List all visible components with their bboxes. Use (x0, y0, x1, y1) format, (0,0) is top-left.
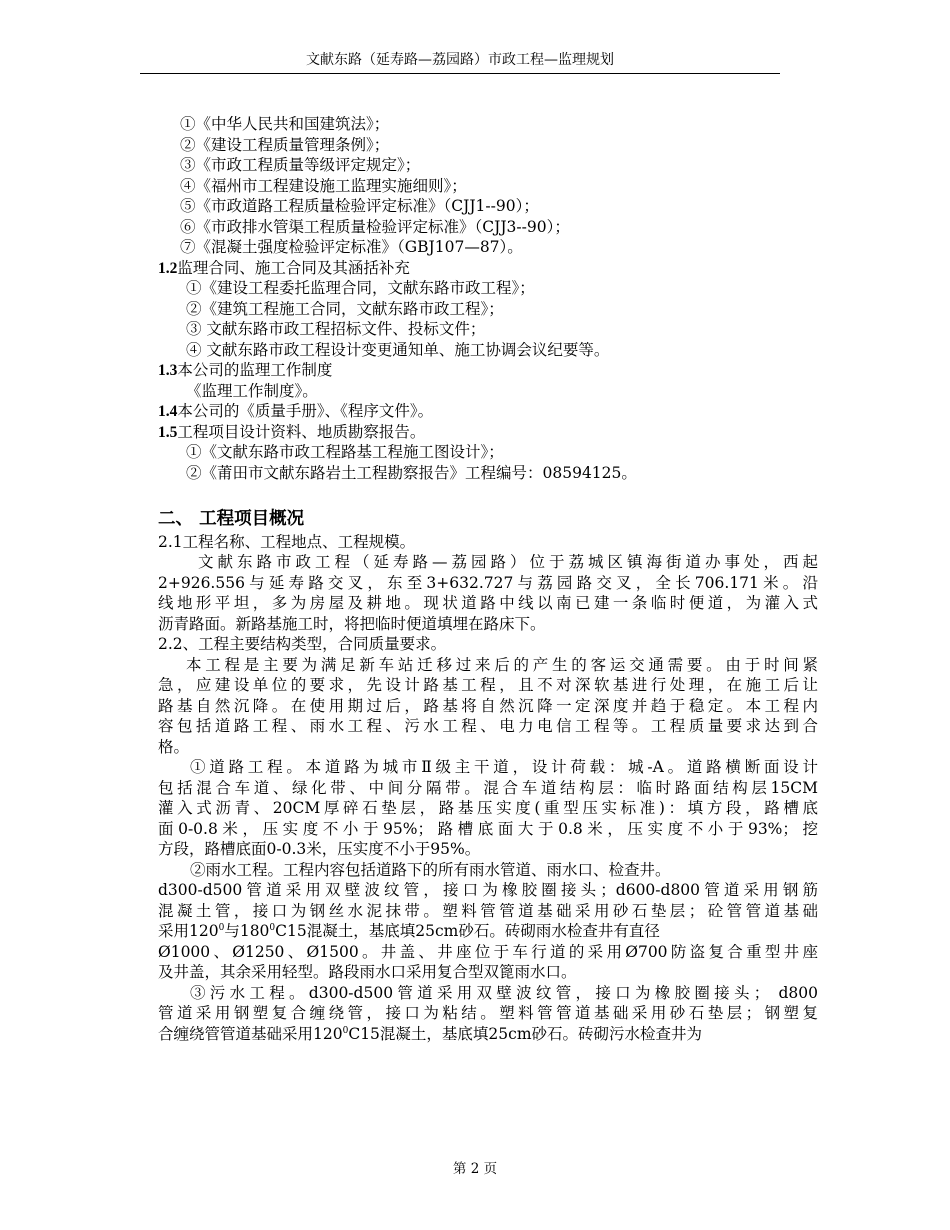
paragraph-line: 沥青路面。新路基施工时，将把临时便道填埋在路床下。 (158, 614, 546, 633)
paragraph-line: 本工程是主要为满足新车站迁移过来后的产生的客运交通需要。由于时间紧 (186, 655, 818, 674)
section-number: 1.4 (158, 403, 178, 420)
header-title: 文献东路（延寿路—荔园路）市政工程—监理规划 (306, 52, 614, 68)
paragraph-line: 及井盖，其余采用轻型。路段雨水口采用复合型双篦雨水口。 (158, 963, 577, 981)
paragraph-line: 容包括道路工程、雨水工程、污水工程、电力电信工程等。工程质量要求达到合 (158, 717, 818, 735)
reference-item: ①《中华人民共和国建筑法》； (180, 115, 390, 133)
page-number: 第 2 页 (452, 1161, 498, 1177)
document-body (158, 114, 818, 1044)
paragraph-line: Ø1000、Ø1250、Ø1500。井盖、井座位于车行道的采用Ø700防盗复合重型井座 (158, 942, 818, 961)
section-title: 监理合同、施工合同及其涵括补充 (177, 258, 410, 277)
paragraph-line (158, 921, 818, 942)
section-number: 1.3 (158, 362, 178, 379)
section-heading-1-2 (158, 258, 818, 279)
text-run: 与180 (224, 922, 270, 940)
subsection-heading-2-1: 2.1工程名称、工程地点、工程规模。 (158, 532, 416, 551)
paragraph-line: 格。 (158, 737, 190, 756)
paragraph-line: 管道采用钢塑复合缠绕管，接口为粘结。塑料管管道基础采用砂石垫层；钢塑复 (158, 1004, 818, 1022)
section-title: 工程项目设计资料、地质勘察报告。 (177, 422, 426, 441)
section-2-title: 二、 工程项目概况 (158, 509, 305, 529)
paragraph-line: 2+926.556与延寿路交叉，东至3+632.727与荔园路交叉，全长706.171米。沿 (158, 573, 818, 592)
section-title: 本公司的监理工作制度 (177, 361, 333, 379)
degree-sup: 0 (342, 1025, 349, 1036)
reference-item: ⑤《市政道路工程质量检验评定标准》（CJJ1--90）； (180, 197, 539, 215)
reference-item: ③《市政工程质量等级评定规定》； (180, 156, 421, 174)
text-run: C15混凝土，基底填25cm砂石。砖砌污水检查井为 (348, 1024, 703, 1043)
paragraph-line: ②雨水工程。工程内容包括道路下的所有雨水管道、雨水口、检查井。 (190, 860, 671, 879)
page-footer (0, 1157, 950, 1177)
paragraph-line: 混凝土管，接口为钢丝水泥抹带。塑料管管道基础采用砂石垫层；砼管管道基础 (158, 901, 818, 920)
text-run: 合缠绕管管道基础采用120 (158, 1024, 343, 1043)
contract-item: ③ 文献东路市政工程招标文件、投标文件； (186, 320, 486, 338)
degree-sup: 0 (218, 922, 225, 933)
paragraph-line: 路基自然沉降。在使用期过后，路基将自然沉降一定深度并趋于稳定。本工程内 (158, 696, 818, 715)
paragraph-line: 灌入式沥青、20CM厚碎石垫层，路基压实度(重型压实标准)：填方段，路槽底 (158, 799, 818, 817)
text-run: C15混凝土，基底填25cm砂石。砖砌雨水检查井有直径 (275, 922, 660, 940)
section-heading-1-4 (158, 401, 818, 422)
section-number: 1.2 (158, 259, 178, 277)
section-number: 1.5 (158, 423, 178, 441)
paragraph-line: 面0-0.8米，压实度不小于95%；路槽底面大于0.8米，压实度不小于93%；挖 (158, 819, 818, 838)
contract-item: ②《建筑工程施工合同，文献东路市政工程》； (186, 299, 504, 318)
design-item: ①《文献东路市政工程路基工程施工图设计》； (186, 443, 504, 461)
paragraph-line (158, 1024, 818, 1045)
text-run: 采用120 (158, 922, 219, 940)
paragraph-line: 包括混合车道、绿化带、中间分隔带。混合车道结构层：临时路面结构层15CM (158, 778, 818, 797)
contract-item: ④ 文献东路市政工程设计变更通知单、施工协调会议纪要等。 (186, 340, 610, 359)
reference-item: ④《福州市工程建设施工监理实施细则》； (180, 176, 467, 195)
section-heading-1-5 (158, 422, 818, 443)
paragraph-line: 线地形平坦，多为房屋及耕地。现状道路中线以南已建一条临时便道，为灌入式 (158, 594, 818, 612)
section-title: 本公司的《质量手册》、《程序文件》。 (177, 402, 434, 420)
system-item: 《监理工作制度》。 (186, 381, 318, 400)
paragraph-line: 急，应建设单位的要求，先设计路基工程，且不对深软基进行处理，在施工后让 (158, 676, 818, 694)
design-item: ②《莆田市文献东路岩土工程勘察报告》工程编号：08594125。 (186, 463, 637, 482)
reference-item: ⑦《混凝土强度检验评定标准》（GBJ107—87）。 (180, 238, 523, 256)
paragraph-line: ③污水工程。d300-d500管道采用双壁波纹管，接口为橡胶圈接头； d800 (190, 983, 818, 1002)
section-heading-1-3 (158, 360, 818, 381)
subsection-heading-2-2: 2.2、工程主要结构类型，合同质量要求。 (158, 635, 447, 653)
degree-sup: 0 (269, 922, 276, 933)
page-header (140, 51, 780, 74)
paragraph-line: 方段，路槽底面0-0.3米，压实度不小于95%。 (158, 840, 481, 858)
paragraph-line: d300-d500管道采用双壁波纹管，接口为橡胶圈接头；d600-d800管道采用钢筋 (158, 881, 818, 899)
contract-item: ①《建设工程委托监理合同，文献东路市政工程》； (186, 279, 535, 297)
reference-item: ②《建设工程质量管理条例》； (180, 135, 390, 154)
paragraph-line: 文献东路市政工程（延寿路—荔园路）位于荔城区镇海街道办事处，西起 (198, 553, 818, 571)
reference-item: ⑥《市政排水管渠工程质量检验评定标准》（CJJ3--90）； (180, 217, 570, 236)
paragraph-line: ①道路工程。本道路为城市Ⅱ级主干道，设计荷载：城-A。道路横断面设计 (190, 758, 818, 776)
